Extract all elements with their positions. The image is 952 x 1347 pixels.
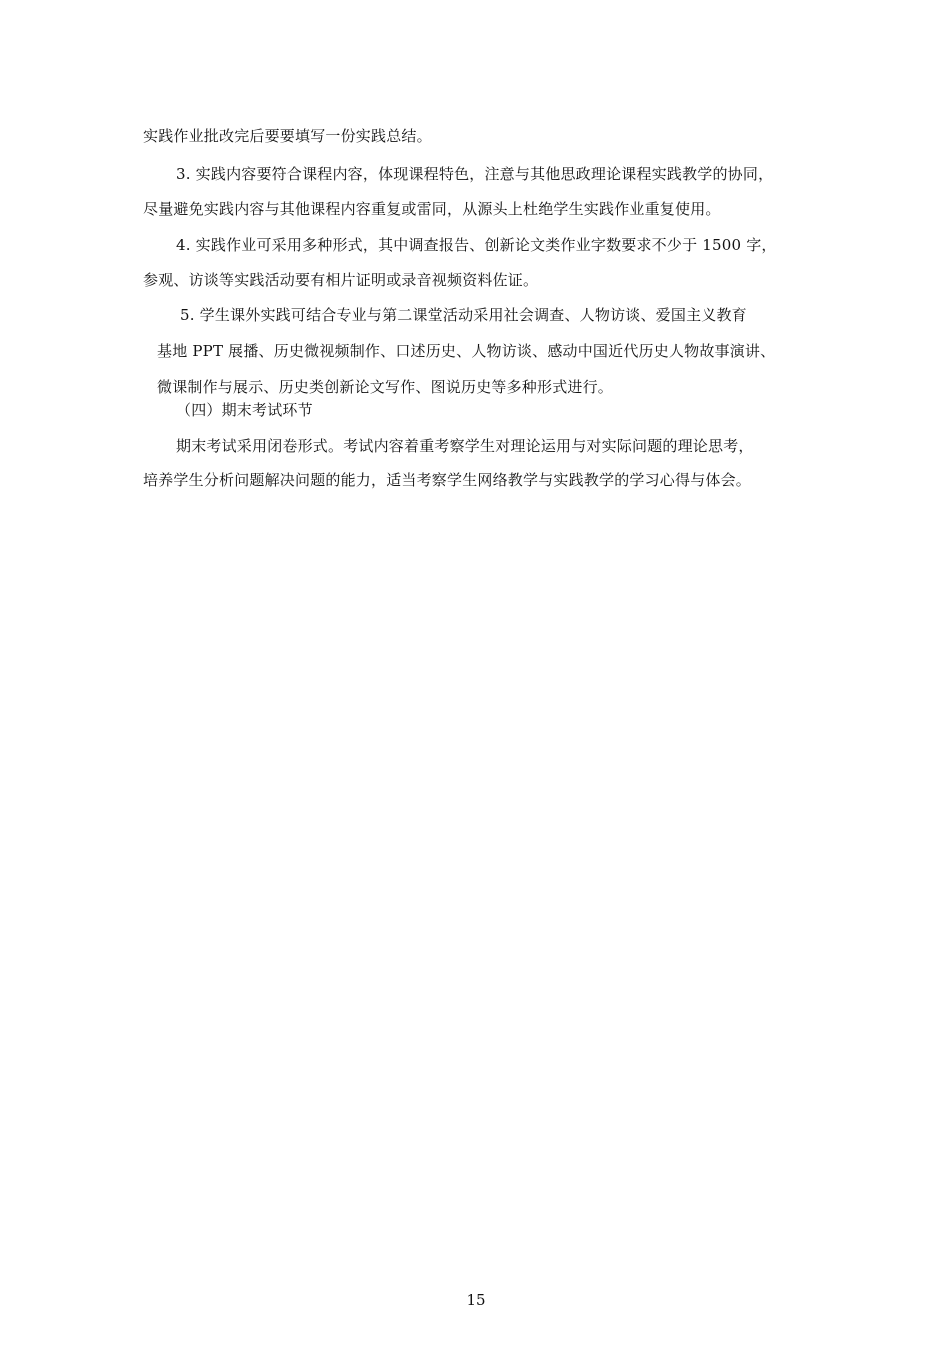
paragraph-line: 培养学生分析问题解决问题的能力，适当考察学生网络教学与实践教学的学习心得与体会。 [143,471,752,489]
paragraph-line: 微课制作与展示、历史类创新论文写作、图说历史等多种形式进行。 [157,378,614,396]
paragraph-line: 期末考试采用闭卷形式。考试内容着重考察学生对理论运用与对实际问题的理论思考， [176,437,754,455]
paragraph-line: 参观、访谈等实践活动要有相片证明或录音视频资料佐证。 [143,271,539,289]
section-heading: （四）期末考试环节 [176,401,313,419]
paragraph-line: 实践作业批改完后要要填写一份实践总结。 [143,127,432,145]
page-number: 15 [466,1291,486,1309]
paragraph-line: 5. 学生课外实践可结合专业与第二课堂活动采用社会调查、人物访谈、爱国主义教育 [180,306,747,324]
paragraph-line: 尽量避免实践内容与其他课程内容重复或雷同，从源头上杜绝学生实践作业重复使用。 [143,200,721,218]
paragraph-line: 基地 PPT 展播、历史微视频制作、口述历史、人物访谈、感动中国近代历史人物故事演讲、 [157,342,776,360]
paragraph-line: 3. 实践内容要符合课程内容，体现课程特色，注意与其他思政理论课程实践教学的协同， [176,165,774,183]
paragraph-line: 4. 实践作业可采用多种形式，其中调查报告、创新论文类作业字数要求不少于 1500 字， [176,236,777,254]
